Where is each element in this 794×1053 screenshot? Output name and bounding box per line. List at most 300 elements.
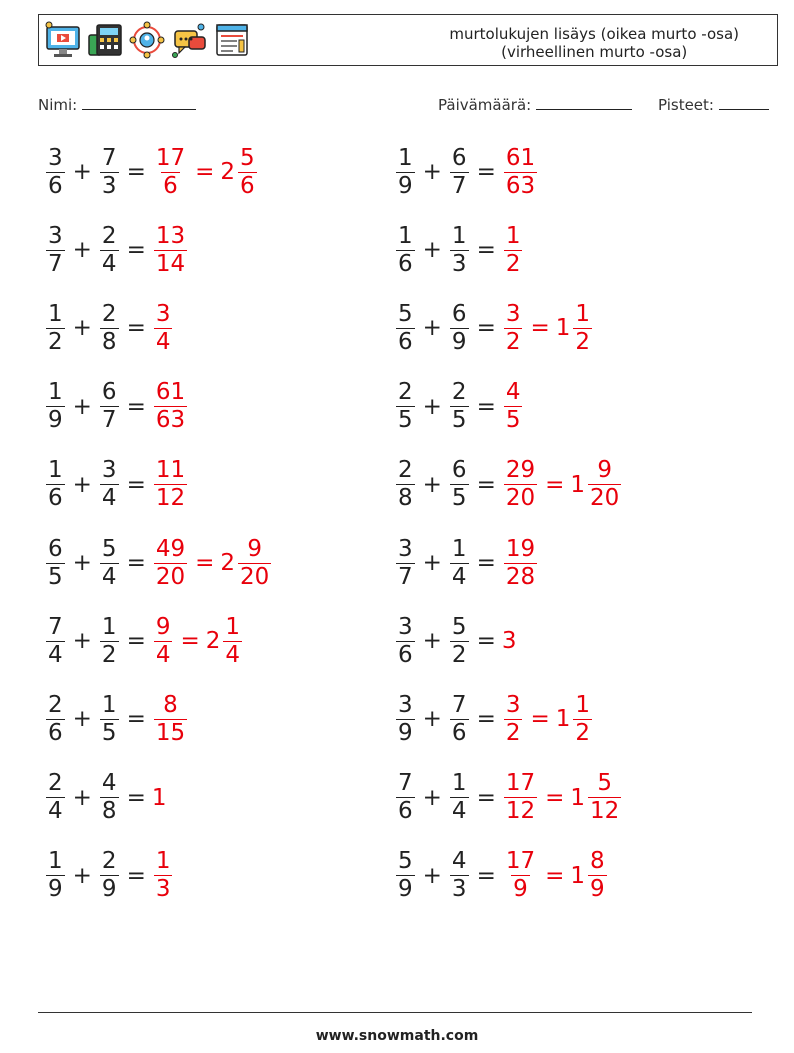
denominator: 7 (48, 250, 63, 277)
mixed-whole: 1 (555, 706, 571, 733)
equals-sign: = (126, 471, 146, 498)
numerator: 1 (451, 222, 467, 249)
plus-sign: + (72, 628, 92, 655)
equals-sign: = (126, 628, 146, 655)
addend-fraction (450, 379, 469, 434)
denominator: 4 (451, 563, 467, 590)
numerator: 5 (398, 300, 413, 327)
numerator: 3 (48, 222, 63, 249)
problem-row (394, 375, 524, 439)
answer (152, 848, 175, 903)
numerator: 6 (451, 144, 467, 171)
denominator: 5 (451, 485, 467, 512)
problem-row (44, 687, 189, 751)
numerator: 3 (505, 300, 521, 327)
addend-fraction (450, 301, 469, 356)
numerator: 6 (451, 457, 467, 484)
score-blank (719, 95, 769, 110)
numerator: 19 (505, 535, 536, 562)
answer-fraction (504, 145, 537, 200)
answer-fraction (504, 223, 523, 278)
plus-sign: + (72, 315, 92, 342)
addend-fraction (100, 379, 119, 434)
equals-sign: = (476, 393, 496, 420)
denominator: 3 (451, 250, 467, 277)
problem-row (394, 844, 609, 908)
numerator: 3 (155, 300, 171, 327)
addend-fraction (450, 848, 469, 903)
numerator: 2 (451, 379, 467, 406)
answer-fraction (154, 301, 173, 356)
addend-fraction (46, 223, 65, 278)
problem-row (394, 453, 623, 517)
denominator: 2 (505, 250, 521, 277)
equals-sign: = (545, 862, 565, 889)
equals-sign: = (195, 550, 215, 576)
equals-sign: = (476, 628, 496, 655)
numerator: 4 (451, 848, 467, 875)
addend-fraction (100, 614, 119, 669)
denominator: 4 (48, 641, 63, 668)
numerator: 1 (48, 379, 63, 406)
addend-fraction (396, 379, 415, 434)
answer-fraction (154, 223, 187, 278)
header-icons (45, 21, 249, 61)
answer-fraction (504, 457, 537, 512)
answer (152, 692, 189, 747)
denominator: 63 (155, 407, 186, 434)
denominator: 6 (48, 172, 63, 199)
plus-sign: + (72, 159, 92, 185)
equals-sign: = (476, 237, 496, 264)
addend-fraction (100, 457, 119, 512)
numerator: 3 (398, 535, 413, 562)
date-field (438, 95, 632, 114)
addend-fraction (396, 770, 415, 825)
numerator: 3 (101, 457, 117, 484)
mixed-fraction (588, 848, 607, 903)
equals-sign: = (126, 315, 146, 342)
numerator: 6 (451, 300, 467, 327)
numerator: 61 (505, 144, 536, 171)
score-label: Pisteet: (658, 96, 714, 114)
problem-row (44, 531, 273, 595)
equals-sign: = (476, 862, 496, 889)
plus-sign: + (422, 315, 442, 342)
answer-fraction (154, 848, 173, 903)
answer-fraction (154, 614, 173, 669)
numerator: 61 (155, 379, 186, 406)
numerator: 1 (101, 691, 117, 718)
denominator: 8 (101, 798, 117, 825)
problem-row (394, 766, 623, 830)
numerator: 5 (451, 613, 467, 640)
answer (502, 223, 525, 278)
numerator: 49 (155, 535, 186, 562)
denominator: 9 (48, 407, 63, 434)
answer (152, 536, 273, 591)
equals-sign: = (530, 706, 550, 733)
denominator: 9 (398, 719, 413, 746)
mixed-whole: 1 (570, 784, 586, 811)
denominator: 6 (398, 328, 413, 355)
problem-row (44, 375, 189, 439)
denominator: 2 (48, 328, 63, 355)
problem-row (394, 296, 594, 360)
addend-fraction (46, 848, 65, 903)
name-label: Nimi: (38, 96, 78, 114)
problem-row (394, 218, 524, 282)
plus-sign: + (72, 237, 92, 264)
addend-fraction (450, 223, 469, 278)
numerator: 1 (575, 300, 591, 327)
numerator: 7 (101, 144, 117, 171)
denominator: 6 (240, 172, 255, 199)
mixed-fraction (238, 145, 257, 200)
answer (502, 848, 609, 903)
equals-sign: = (195, 159, 215, 185)
denominator: 4 (101, 250, 117, 277)
problem-row (44, 766, 166, 830)
answer (152, 145, 259, 200)
denominator: 2 (575, 719, 591, 746)
answer-whole: 3 (501, 628, 517, 655)
addend-fraction (450, 614, 469, 669)
addend-fraction (46, 536, 65, 591)
mixed-fraction (238, 536, 271, 591)
addend-fraction (100, 145, 119, 200)
numerator: 1 (398, 144, 413, 171)
numerator: 1 (398, 222, 413, 249)
equals-sign: = (545, 471, 565, 498)
numerator: 1 (101, 613, 117, 640)
title-line-2: (virheellinen murto -osa) (501, 43, 688, 61)
date-label: Päivämäärä: (438, 96, 532, 114)
plus-sign: + (422, 862, 442, 889)
plus-sign: + (422, 550, 442, 576)
denominator: 20 (590, 485, 620, 512)
plus-sign: + (422, 784, 442, 811)
answer-fraction (504, 536, 537, 591)
denominator: 8 (101, 328, 117, 355)
numerator: 2 (398, 457, 413, 484)
equals-sign: = (476, 159, 496, 185)
denominator: 2 (101, 641, 117, 668)
numerator: 5 (398, 848, 413, 875)
denominator: 2 (451, 641, 467, 668)
equals-sign: = (126, 862, 146, 889)
plus-sign: + (72, 550, 92, 576)
answer-fraction (504, 301, 523, 356)
equals-sign: = (126, 393, 146, 420)
worksheet-header (38, 14, 778, 66)
numerator: 2 (101, 848, 117, 875)
denominator: 20 (155, 563, 186, 590)
denominator: 4 (101, 563, 117, 590)
plus-sign: + (422, 628, 442, 655)
denominator: 12 (590, 798, 620, 825)
equals-sign: = (476, 315, 496, 342)
denominator: 6 (163, 172, 178, 199)
denominator: 6 (398, 250, 413, 277)
denominator: 9 (48, 876, 63, 903)
addend-fraction (396, 457, 415, 512)
numerator: 3 (48, 144, 63, 171)
answer-fraction (154, 457, 187, 512)
numerator: 2 (48, 770, 63, 797)
mixed-fraction (588, 770, 621, 825)
numerator: 1 (505, 222, 521, 249)
document-icon (213, 21, 249, 59)
denominator: 7 (398, 563, 413, 590)
answer-fraction (504, 692, 523, 747)
plus-sign: + (422, 471, 442, 498)
denominator: 6 (48, 719, 63, 746)
problem-row (44, 844, 174, 908)
footer-divider (38, 1012, 752, 1013)
addend-fraction (46, 614, 65, 669)
equals-sign: = (476, 471, 496, 498)
addend-fraction (396, 848, 415, 903)
plus-sign: + (72, 784, 92, 811)
numerator: 9 (247, 535, 262, 562)
denominator: 5 (505, 407, 521, 434)
denominator: 6 (398, 641, 413, 668)
answer (152, 785, 167, 811)
numerator: 3 (505, 691, 521, 718)
numerator: 1 (225, 613, 241, 640)
problem-row (44, 453, 189, 517)
mixed-whole: 1 (570, 862, 586, 889)
equals-sign: = (126, 784, 146, 811)
addend-fraction (396, 223, 415, 278)
denominator: 63 (505, 172, 536, 199)
addend-fraction (100, 770, 119, 825)
numerator: 1 (48, 300, 63, 327)
answer (502, 692, 594, 747)
denominator: 3 (155, 876, 171, 903)
denominator: 5 (101, 719, 117, 746)
problem-row (44, 609, 244, 673)
numerator: 17 (155, 144, 186, 171)
numerator: 17 (505, 770, 536, 797)
equals-sign: = (126, 550, 146, 576)
mixed-fraction (588, 457, 621, 512)
name-field (38, 95, 196, 114)
addend-fraction (396, 614, 415, 669)
plus-sign: + (72, 393, 92, 420)
answer (502, 145, 539, 200)
numerator: 7 (398, 770, 413, 797)
problem-row (394, 531, 539, 595)
numerator: 1 (451, 770, 467, 797)
answer (502, 770, 623, 825)
equals-sign: = (476, 550, 496, 576)
plus-sign: + (422, 706, 442, 733)
addend-fraction (396, 692, 415, 747)
answer (502, 628, 517, 654)
plus-sign: + (72, 471, 92, 498)
addend-fraction (450, 536, 469, 591)
denominator: 3 (101, 172, 117, 199)
numerator: 17 (505, 848, 536, 875)
denominator: 9 (398, 876, 413, 903)
problem-row (44, 218, 189, 282)
numerator: 4 (101, 770, 117, 797)
numerator: 6 (101, 379, 117, 406)
denominator: 7 (101, 407, 117, 434)
numerator: 8 (590, 848, 605, 875)
denominator: 4 (451, 798, 467, 825)
numerator: 5 (597, 770, 612, 797)
addend-fraction (46, 770, 65, 825)
answer-whole: 1 (151, 784, 167, 811)
denominator: 2 (575, 328, 591, 355)
denominator: 4 (155, 328, 171, 355)
addend-fraction (450, 457, 469, 512)
denominator: 12 (155, 485, 186, 512)
answer (502, 379, 525, 434)
addend-fraction (396, 145, 415, 200)
denominator: 2 (505, 328, 521, 355)
numerator: 7 (48, 613, 63, 640)
worksheet-title (449, 25, 739, 61)
addend-fraction (46, 145, 65, 200)
plus-sign: + (422, 159, 442, 185)
denominator: 6 (451, 719, 467, 746)
footer-url: www.snowmath.com (315, 1028, 479, 1044)
problem-row (44, 140, 259, 204)
answer-fraction (504, 770, 537, 825)
addend-fraction (46, 301, 65, 356)
denominator: 28 (505, 563, 536, 590)
numerator: 2 (101, 300, 117, 327)
answer (152, 301, 175, 356)
addend-fraction (46, 379, 65, 434)
denominator: 5 (398, 407, 413, 434)
numerator: 1 (48, 848, 63, 875)
mixed-whole: 1 (570, 471, 586, 498)
equals-sign: = (126, 237, 146, 264)
denominator: 9 (101, 876, 117, 903)
mixed-whole: 2 (205, 628, 221, 655)
addend-fraction (100, 223, 119, 278)
denominator: 6 (48, 485, 63, 512)
addend-fraction (46, 457, 65, 512)
denominator: 5 (48, 563, 63, 590)
addend-fraction (450, 145, 469, 200)
numerator: 5 (240, 144, 255, 171)
denominator: 14 (155, 250, 186, 277)
addend-fraction (46, 692, 65, 747)
mixed-whole: 2 (220, 550, 236, 576)
addend-fraction (100, 536, 119, 591)
denominator: 4 (48, 798, 63, 825)
denominator: 4 (225, 641, 241, 668)
problem-row (44, 296, 174, 360)
numerator: 7 (451, 691, 467, 718)
answer-fraction (504, 848, 537, 903)
denominator: 4 (101, 485, 117, 512)
mixed-whole: 2 (220, 159, 236, 185)
mixed-fraction (573, 301, 592, 356)
denominator: 12 (505, 798, 536, 825)
numerator: 9 (597, 457, 612, 484)
denominator: 8 (398, 485, 413, 512)
denominator: 5 (451, 407, 467, 434)
problem-row (394, 609, 516, 673)
numerator: 8 (163, 691, 178, 718)
plus-sign: + (422, 237, 442, 264)
numerator: 4 (505, 379, 521, 406)
numerator: 1 (451, 535, 467, 562)
answer (502, 536, 539, 591)
denominator: 9 (451, 328, 467, 355)
problem-row (394, 140, 539, 204)
date-blank (536, 95, 632, 110)
numerator: 3 (398, 691, 413, 718)
answer-fraction (154, 692, 187, 747)
equals-sign: = (476, 784, 496, 811)
problem-row (394, 687, 594, 751)
numerator: 11 (155, 457, 186, 484)
chat-icon (171, 21, 207, 59)
answer-fraction (154, 536, 187, 591)
answer (152, 223, 189, 278)
denominator: 20 (505, 485, 536, 512)
denominator: 4 (155, 641, 171, 668)
denominator: 9 (398, 172, 413, 199)
denominator: 15 (155, 719, 186, 746)
equals-sign: = (530, 315, 550, 342)
plus-sign: + (72, 862, 92, 889)
numerator: 5 (101, 535, 117, 562)
numerator: 2 (101, 222, 117, 249)
denominator: 20 (240, 563, 270, 590)
addend-fraction (100, 301, 119, 356)
denominator: 9 (513, 876, 528, 903)
denominator: 2 (505, 719, 521, 746)
answer (152, 379, 189, 434)
calculator-icon (87, 21, 123, 59)
numerator: 1 (48, 457, 63, 484)
mixed-fraction (573, 692, 592, 747)
denominator: 7 (451, 172, 467, 199)
numerator: 13 (155, 222, 186, 249)
equals-sign: = (180, 628, 200, 655)
numerator: 1 (575, 691, 591, 718)
denominator: 9 (590, 876, 605, 903)
network-icon (129, 21, 165, 59)
addend-fraction (450, 692, 469, 747)
plus-sign: + (72, 706, 92, 733)
mixed-fraction (223, 614, 242, 669)
addend-fraction (396, 536, 415, 591)
score-field (658, 95, 769, 114)
answer-fraction (154, 145, 187, 200)
numerator: 2 (398, 379, 413, 406)
answer (152, 614, 244, 669)
denominator: 6 (398, 798, 413, 825)
addend-fraction (396, 301, 415, 356)
addend-fraction (100, 692, 119, 747)
equals-sign: = (126, 706, 146, 733)
denominator: 3 (451, 876, 467, 903)
numerator: 6 (48, 535, 63, 562)
equals-sign: = (545, 784, 565, 811)
plus-sign: + (422, 393, 442, 420)
answer-fraction (504, 379, 523, 434)
